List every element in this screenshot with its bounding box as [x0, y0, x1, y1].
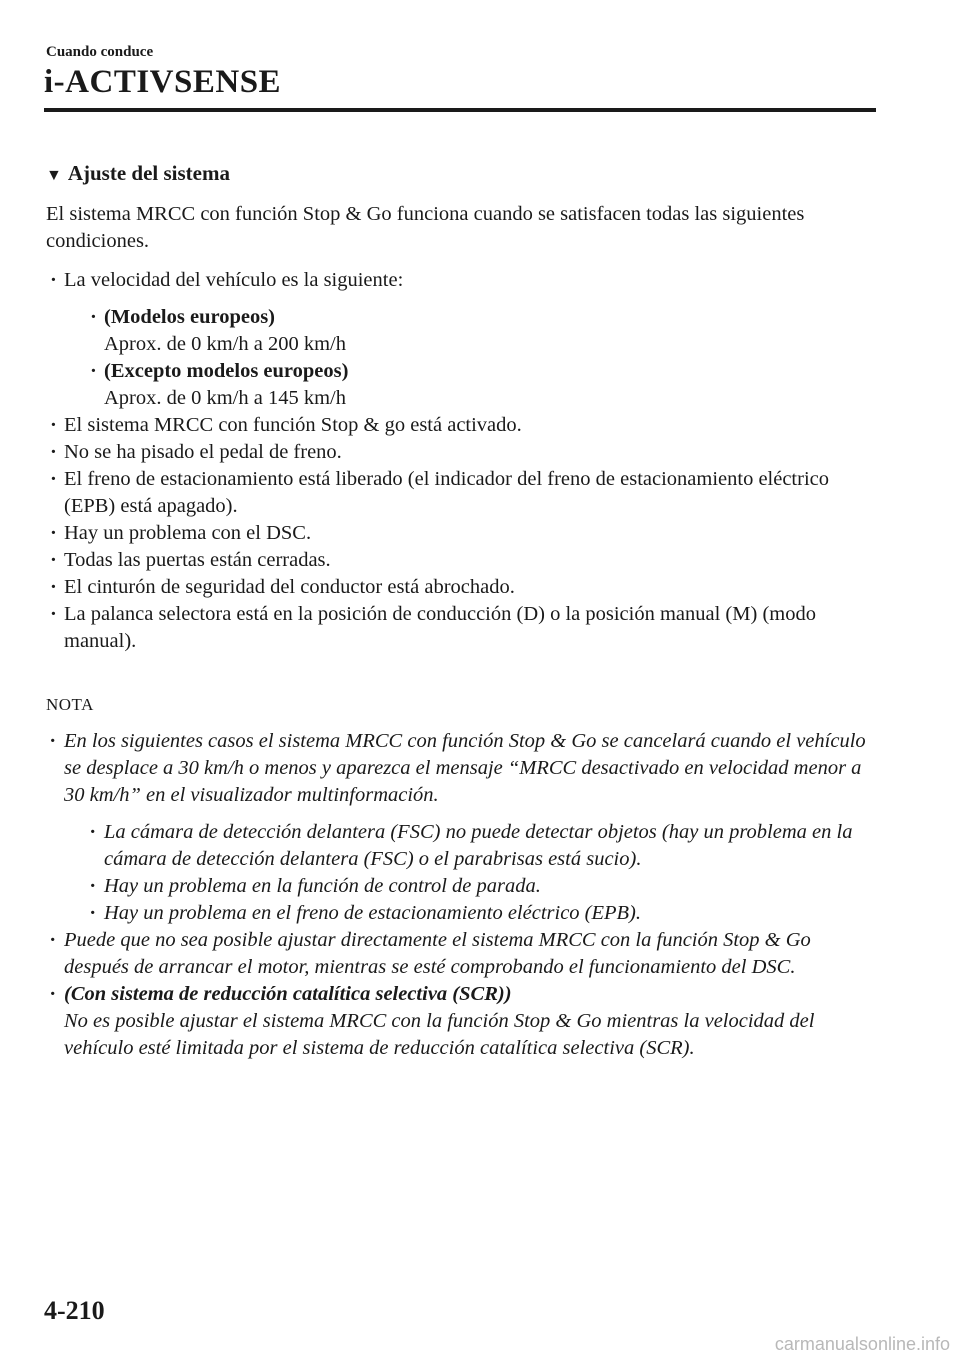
list-item-value: Aprox. de 0 km/h a 200 km/h — [104, 333, 346, 355]
list-item-text: La velocidad del vehículo es la siguiente: — [64, 269, 404, 291]
list-item: · Hay un problema con el DSC. — [46, 520, 876, 547]
note-label: NOTA — [46, 695, 94, 714]
list-item: · La palanca selectora está en la posición de conducción (D) o la posición manual (M) (modo manual). — [46, 601, 876, 655]
watermark-link[interactable]: carmanualsonline.info — [774, 1334, 950, 1354]
list-item-label: (Modelos europeos) — [104, 306, 276, 328]
triangle-down-icon: ▼ — [46, 167, 62, 184]
list-item: · El sistema MRCC con función Stop & go está activado. — [46, 412, 876, 439]
list-item — [86, 304, 876, 358]
list-item-text: En los siguientes casos el sistema MRCC con función Stop & Go se cancelará cuando el vehículo se desplace a 30 km/h o menos y aparezca el mensaje “MRCC desactivado en velocidad menor a 30 km/h” en el visualizador multinformación. — [64, 730, 866, 806]
list-item — [86, 358, 876, 412]
list-item: · Hay un problema en el freno de estacionamiento eléctrico (EPB). — [86, 900, 876, 927]
chapter-title: i-ACTIVSENSE — [44, 64, 282, 100]
list-item: · El cinturón de seguridad del conductor está abrochado. — [46, 574, 876, 601]
list-item-text: No es posible ajustar el sistema MRCC con la función Stop & Go mientras la velocidad del vehículo esté limitada por el sistema de reducción catalítica selectiva (SCR). — [64, 1010, 815, 1059]
list-item: · Hay un problema en la función de control de parada. — [86, 873, 876, 900]
speed-sublist — [64, 304, 876, 412]
chapter-label: Cuando conduce — [46, 44, 154, 60]
list-item: · No se ha pisado el pedal de freno. — [46, 439, 876, 466]
list-item: · La cámara de detección delantera (FSC) no puede detectar objetos (hay un problema en la cámara de detección delantera (FSC) o el parabrisas está sucio). — [86, 819, 876, 873]
list-item-value: Aprox. de 0 km/h a 145 km/h — [104, 387, 346, 409]
page-number: 4-210 — [44, 1296, 105, 1325]
section-title: Ajuste del sistema — [67, 161, 230, 185]
list-item: · Puede que no sea posible ajustar directamente el sistema MRCC con la función Stop & Go después de arrancar el motor, mientras se esté comprobando el funcionamiento del DSC. — [46, 927, 876, 981]
header-rule — [44, 108, 876, 112]
section-heading — [46, 160, 876, 189]
list-item — [46, 728, 876, 927]
page-content — [46, 160, 876, 1062]
list-item — [46, 981, 876, 1062]
list-item — [46, 267, 876, 412]
list-item: · Todas las puertas están cerradas. — [46, 547, 876, 574]
list-item-label: (Con sistema de reducción catalítica selectiva (SCR)) — [64, 983, 512, 1005]
list-item-label: (Excepto modelos europeos) — [104, 360, 349, 382]
list-item: · El freno de estacionamiento está liberado (el indicador del freno de estacionamiento eléctrico (EPB) está apagado). — [46, 466, 876, 520]
note-sublist — [64, 819, 876, 927]
intro-paragraph: El sistema MRCC con función Stop & Go funciona cuando se satisfacen todas las siguientes condiciones. — [46, 203, 805, 252]
note-list — [46, 728, 876, 1062]
conditions-list — [46, 267, 876, 655]
